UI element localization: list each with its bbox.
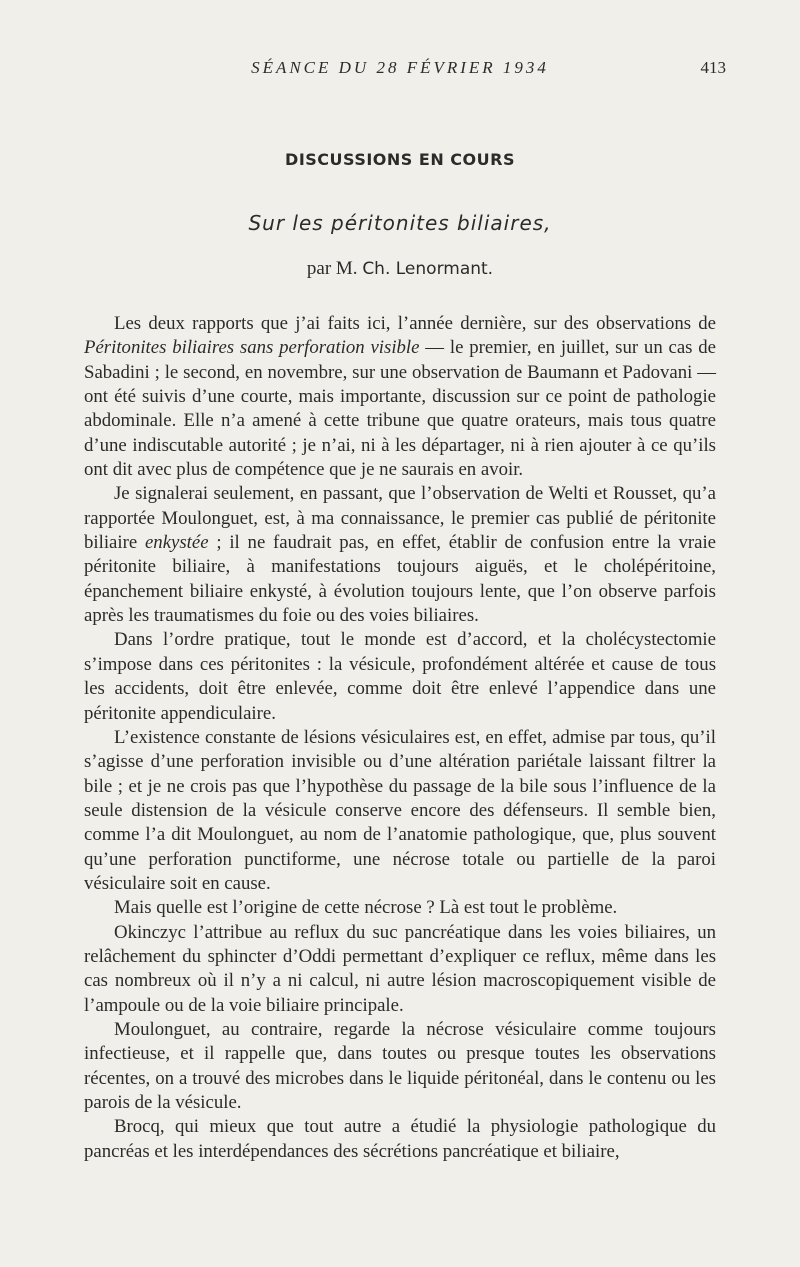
byline-prefix: par M. [306, 258, 358, 279]
running-head [0, 58, 800, 82]
running-title: SÉANCE DU 28 FÉVRIER 1934 [251, 58, 549, 77]
paragraph: L’existence constante de lésions vésiculaires est, en effet, admise par tous, qu’il s’agisse d’une perforation invisible ou d’une altération pariétale laissant filtrer la bile ; et je ne crois pas que l’hypothèse du passage de la bile sous l’influence de la seule distension de la vésicule conserve encore des défenseurs. Il semble bien, comme l’a dit Moulonguet, au nom de l’anatomie pathologique, que, plus souvent qu’une perforation punctiforme, une nécrose totale ou partielle de la paroi vésiculaire soit en cause. [84, 726, 716, 894]
paragraph: Dans l’ordre pratique, tout le monde est d’accord, et la cholécystectomie s’impose dans ces péritonites : la vésicule, profondément altérée et cause de tous les accidents, doit être enlevée, comme doit être enlevé l’appendice dans une péritonite appendiculaire. [84, 629, 716, 724]
article-body [84, 312, 716, 1164]
paragraph: Mais quelle est l’origine de cette nécrose ? Là est tout le problème. [114, 897, 618, 919]
article-title: Sur les péritonites biliaires, [248, 211, 552, 235]
paragraph: Okinczyc l’attribue au reflux du suc pancréatique dans les voies biliaires, un relâchement du sphincter d’Oddi permettant d’expliquer ce reflux, même dans les cas nombreux où il n’y a ni calcul, ni autre lésion macroscopiquement visible de l’ampoule ou de la voie biliaire principale. [84, 921, 716, 1016]
paragraph: Je signalerai seulement, en passant, que l’observation de Welti et Rousset, qu’a rapportée Moulonguet, est, à ma connaissance, le premier cas publié de péritonite biliaire enkystée ; il ne faudrait pas, en effet, établir de confusion entre la vraie péritonite biliaire, à manifestations toujours aiguës, et le cholépéritoine, épanchement biliaire enkysté, à évolution toujours lente, que l’on observe parfois après les traumatismes du foie ou des voies biliaires. [84, 483, 717, 627]
byline [0, 258, 800, 280]
author-name: Ch. Lenormant. [362, 259, 494, 279]
page-number: 413 [700, 58, 726, 77]
paragraph: Brocq, qui mieux que tout autre a étudié la physiologie pathologique du pancréas et les interdépendances des sécrétions pancréatique et biliaire, [84, 1116, 716, 1162]
paragraph: Les deux rapports que j’ai faits ici, l’année dernière, sur des observations de Péritonites biliaires sans perforation visible — le premier, en juillet, sur un cas de Sabadini ; le second, en novembre, sur une observation de Baumann et Padovani — ont été suivis d’une courte, mais importante, discussion sur ce point de pathologie abdominale. Elle n’a amené à cette tribune que quatre orateurs, mais tous quatre d’une indiscutable autorité ; je n’ai, ni à les départager, ni à rien ajouter à ce qu’ils ont dit avec plus de compétence que je ne saurais en avoir. [84, 313, 717, 481]
section-title: DISCUSSIONS EN COURS [285, 150, 515, 169]
paragraph: Moulonguet, au contraire, regarde la nécrose vésiculaire comme toujours infectieuse, et il rappelle que, dans toutes ou presque toutes les observations récentes, on a trouvé des microbes dans le liquide péritonéal, dans le contenu ou les parois de la vésicule. [84, 1018, 716, 1113]
